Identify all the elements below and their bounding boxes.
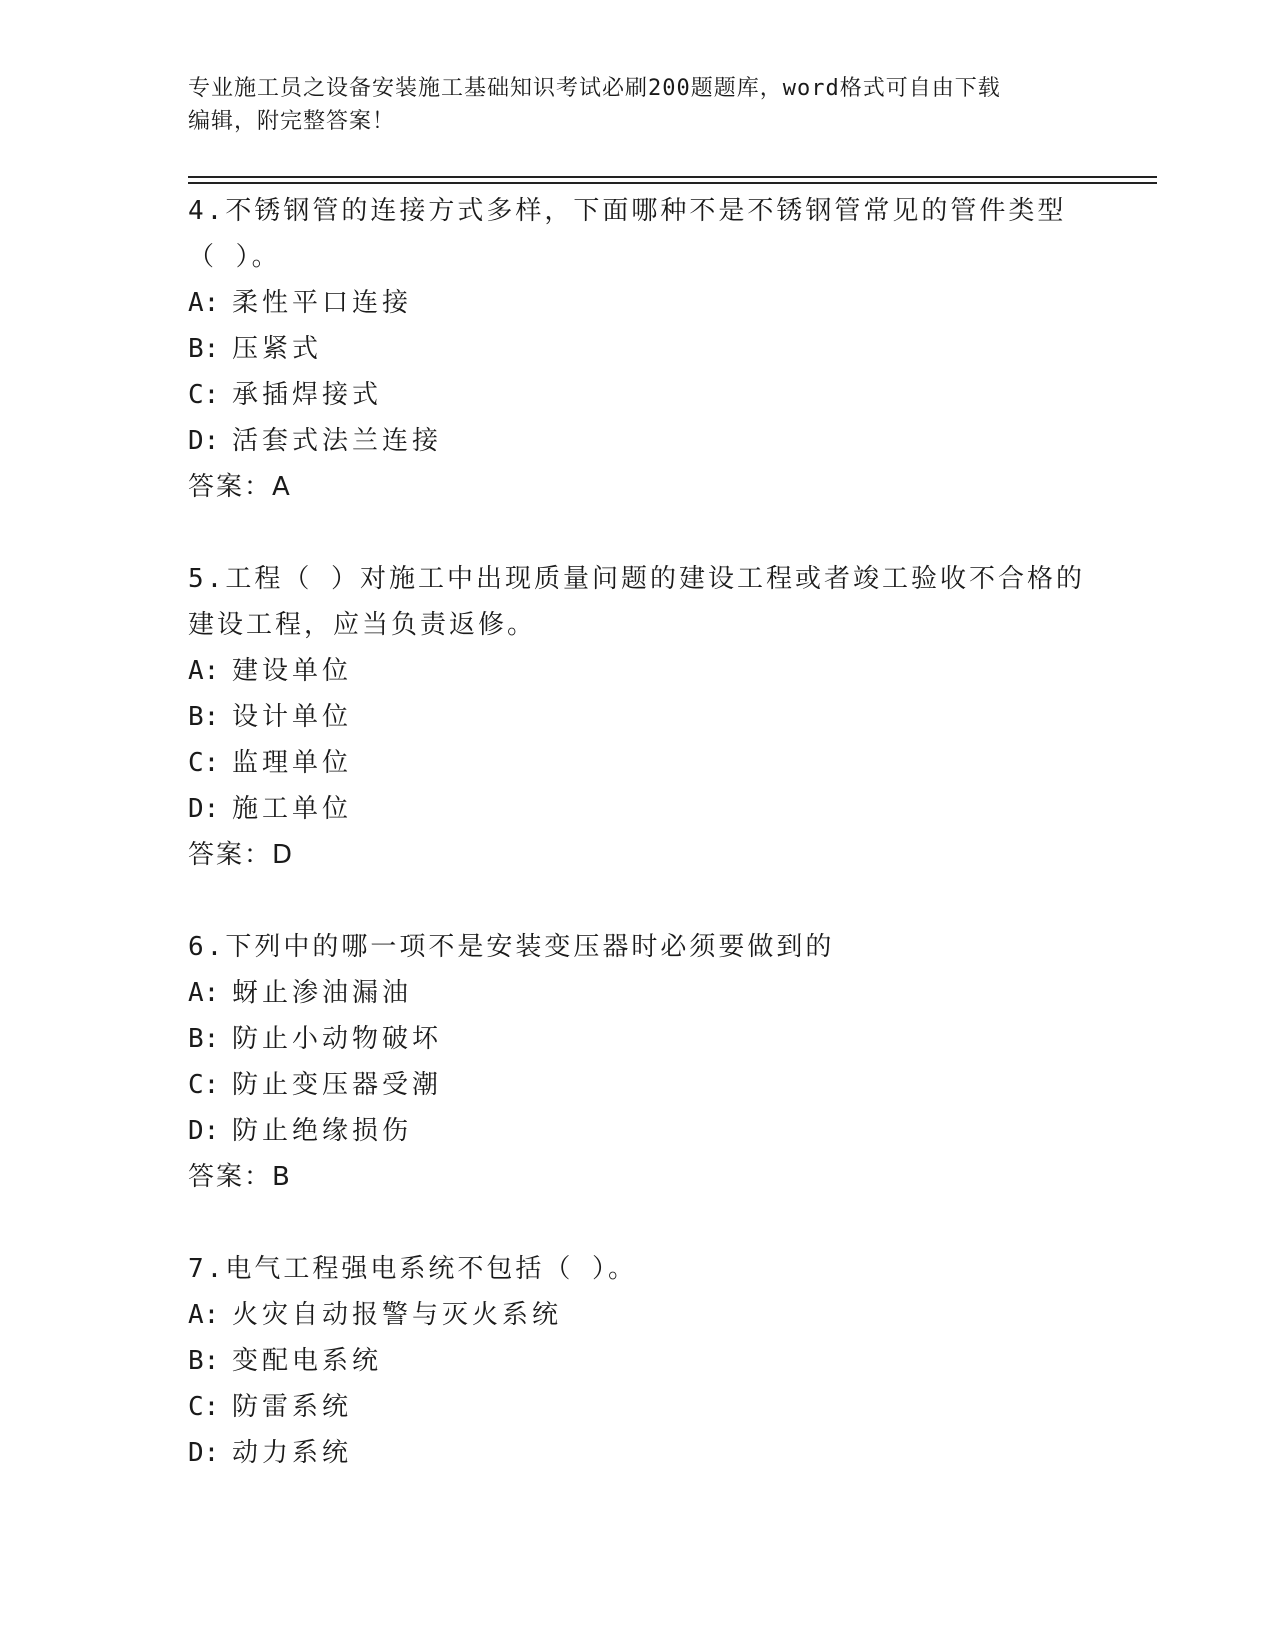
question-text [188, 1246, 1088, 1292]
question-spacer [188, 510, 1088, 556]
question-number: 6. [188, 932, 226, 962]
option-text: 变配电系统 [232, 1346, 383, 1376]
header-line-2: 编辑，附完整答案！ [188, 109, 396, 134]
option-c [188, 1062, 1088, 1108]
option-text: 防止绝缘损伤 [232, 1116, 413, 1146]
option-text: 防止变压器受潮 [232, 1070, 443, 1100]
option-d [188, 1430, 1088, 1476]
answer-line: 答案：D [188, 840, 295, 870]
option-letter: D: [188, 794, 220, 824]
option-b [188, 1338, 1088, 1384]
option-text: 设计单位 [232, 702, 353, 732]
option-b [188, 694, 1088, 740]
question-stem: 不锈钢管的连接方式多样，下面哪种不是不锈钢管常见的管件类型（ ）。 [188, 196, 1067, 272]
option-letter: A: [188, 656, 220, 686]
question-number: 4. [188, 196, 226, 226]
option-text: 火灾自动报警与灭火系统 [232, 1300, 563, 1330]
option-letter: A: [188, 288, 220, 318]
question-stem: 工程（ ）对施工中出现质量问题的建设工程或者竣工验收不合格的建设工程，应当负责返修。 [188, 564, 1085, 640]
option-letter: C: [188, 1070, 220, 1100]
option-letter: A: [188, 978, 220, 1008]
question-text [188, 556, 1088, 648]
option-text: 监理单位 [232, 748, 353, 778]
option-a [188, 1292, 1088, 1338]
option-d [188, 786, 1088, 832]
question-number: 7. [188, 1254, 226, 1284]
header-rule-bottom [188, 182, 1157, 184]
option-c [188, 740, 1088, 786]
option-text: 防雷系统 [232, 1392, 353, 1422]
option-letter: B: [188, 1024, 220, 1054]
question-number: 5. [188, 564, 226, 594]
question-stem: 电气工程强电系统不包括（ ）。 [225, 1254, 637, 1284]
header-rule-top [188, 176, 1157, 178]
option-letter: A: [188, 1300, 220, 1330]
question-text [188, 924, 1088, 970]
option-d [188, 1108, 1088, 1154]
option-c [188, 372, 1088, 418]
option-letter: C: [188, 748, 220, 778]
option-b [188, 326, 1088, 372]
document-header [188, 72, 1088, 138]
option-letter: B: [188, 1346, 220, 1376]
option-c [188, 1384, 1088, 1430]
option-text: 压紧式 [232, 334, 323, 364]
option-letter: C: [188, 380, 220, 410]
option-letter: D: [188, 1116, 220, 1146]
option-text: 活套式法兰连接 [232, 426, 443, 456]
option-text: 承插焊接式 [232, 380, 383, 410]
option-letter: D: [188, 426, 220, 456]
answer-line: 答案：A [188, 472, 292, 502]
option-letter: B: [188, 334, 220, 364]
question-spacer [188, 1200, 1088, 1246]
question-6 [188, 924, 1088, 1200]
option-text: 柔性平口连接 [232, 288, 413, 318]
option-a [188, 280, 1088, 326]
option-b [188, 1016, 1088, 1062]
option-text: 蚜止渗油漏油 [232, 978, 413, 1008]
question-4 [188, 188, 1088, 510]
header-line-1: 专业施工员之设备安装施工基础知识考试必刷200题题库，word格式可自由下载 [188, 76, 1001, 101]
option-text: 防止小动物破坏 [232, 1024, 443, 1054]
question-7 [188, 1246, 1088, 1476]
option-text: 动力系统 [232, 1438, 353, 1468]
option-d [188, 418, 1088, 464]
answer-line: 答案：B [188, 1162, 292, 1192]
option-letter: C: [188, 1392, 220, 1422]
question-spacer [188, 878, 1088, 924]
question-5 [188, 556, 1088, 878]
question-list [188, 188, 1088, 1476]
option-a [188, 648, 1088, 694]
option-text: 施工单位 [232, 794, 353, 824]
option-text: 建设单位 [232, 656, 353, 686]
option-letter: D: [188, 1438, 220, 1468]
question-text [188, 188, 1088, 280]
question-stem: 下列中的哪一项不是安装变压器时必须要做到的 [225, 932, 835, 962]
option-letter: B: [188, 702, 220, 732]
option-a [188, 970, 1088, 1016]
